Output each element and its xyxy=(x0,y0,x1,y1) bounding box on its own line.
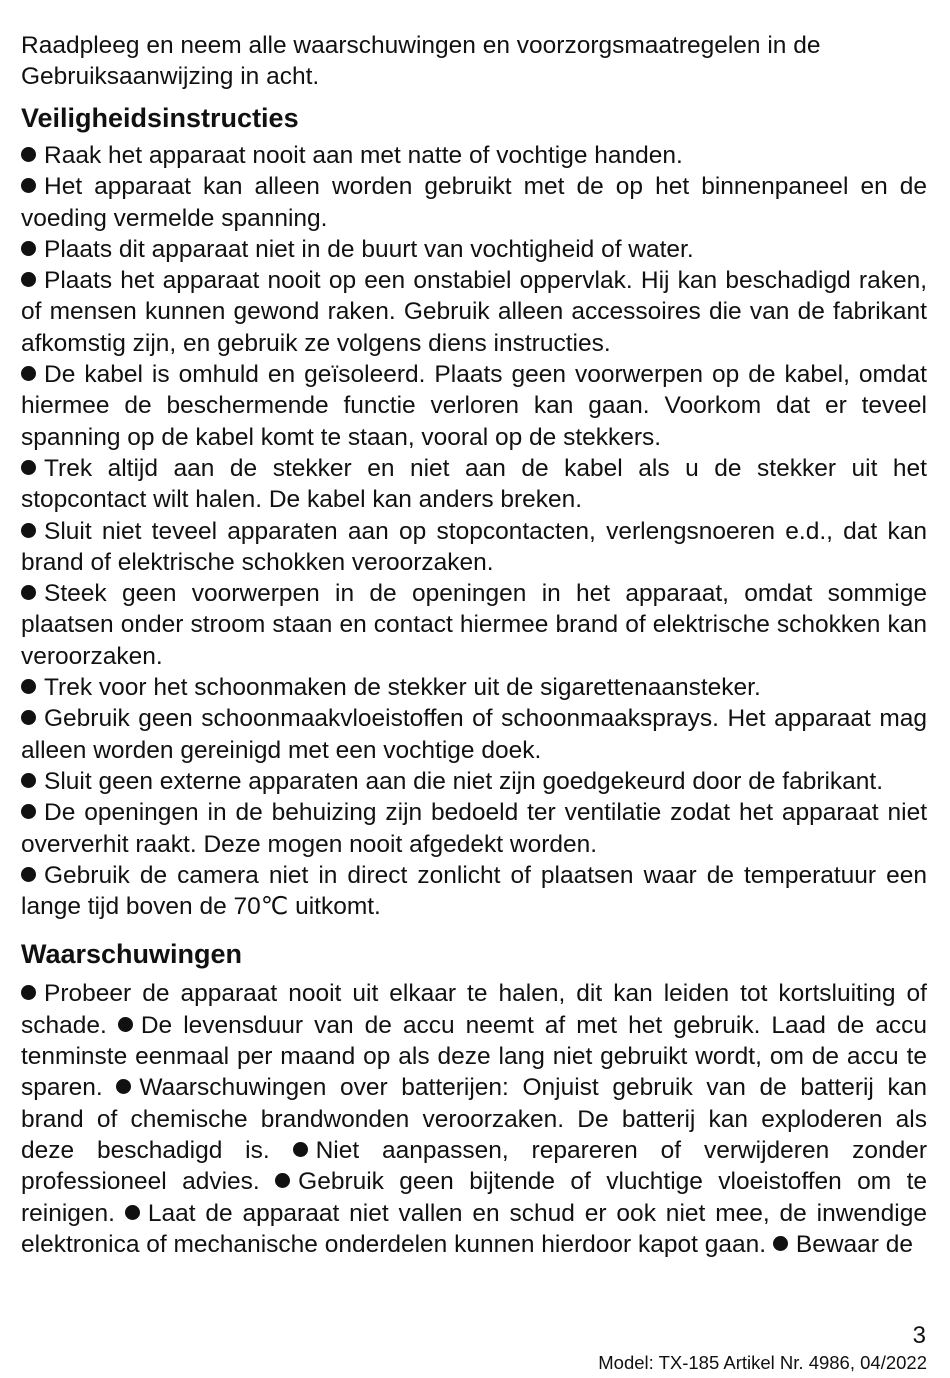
bullet-icon xyxy=(21,679,36,694)
warning-item-text: De levensduur van de accu neemt af met het gebruik. Laad de accu tenminste eenmaal per maand op als deze lang niet gebruikt wordt, om de accu te sparen. xyxy=(21,1011,927,1102)
safety-item xyxy=(21,766,927,797)
safety-item-text: Plaats dit apparaat niet in de buurt van vochtigheid of water. xyxy=(44,235,694,263)
safety-item-text: Trek altijd aan de stekker en niet aan de kabel als u de stekker uit het stopcontact wilt halen. De kabel kan anders breken. xyxy=(21,454,927,514)
bullet-icon xyxy=(21,272,36,287)
bullet-icon xyxy=(21,147,36,162)
safety-item xyxy=(21,171,927,234)
warning-item-text: Probeer de apparaat nooit uit elkaar te halen, dit kan leiden tot kortsluiting of schade. xyxy=(21,980,927,1039)
bullet-icon xyxy=(21,366,36,381)
safety-item-text: Plaats het apparaat nooit op een onstabiel oppervlak. Hij kan beschadigd raken, of mensen kunnen gewond raken. Gebruik alleen accessoires die van de fabrikant afkomstig zijn, en gebruik ze volgens diens instructies. xyxy=(21,267,927,357)
safety-item-text: De kabel is omhuld en geïsoleerd. Plaats geen voorwerpen op de kabel, omdat hiermee de beschermende functie verloren kan gaan. Voorkom dat er teveel spanning op de kabel komt te staan, vooral op de stekkers. xyxy=(21,361,927,451)
intro-text: Raadpleeg en neem alle waarschuwingen en voorzorgsmaatregelen in de Gebruiksaanwijzing in acht. xyxy=(21,32,821,90)
safety-item-text: Gebruik geen schoonmaakvloeistoffen of schoonmaaksprays. Het apparaat mag alleen worden gereinigd met een vochtige doek. xyxy=(21,705,927,764)
warning-item-text: Laat de apparaat niet vallen en schud er ook niet mee, de inwendige elektronica of mechanische onderdelen kunnen hierdoor kapot gaan. xyxy=(21,1199,927,1258)
safety-list xyxy=(21,140,927,922)
safety-item-text: Raak het apparaat nooit aan met natte of vochtige handen. xyxy=(44,142,683,169)
bullet-icon xyxy=(21,460,36,475)
warning-item-text: Niet aanpassen, repareren of verwijderen zonder professioneel advies. xyxy=(21,1136,927,1196)
warnings-paragraph xyxy=(21,978,927,1260)
safety-item xyxy=(21,516,927,579)
bullet-icon xyxy=(116,1079,131,1094)
bullet-icon xyxy=(21,710,36,725)
bullet-icon xyxy=(773,1236,788,1251)
bullet-icon xyxy=(21,178,36,193)
safety-item-text: Sluit geen externe apparaten aan die niet zijn goedgekeurd door de fabrikant. xyxy=(44,767,884,795)
safety-item-text: Sluit niet teveel apparaten aan op stopcontacten, verlengsnoeren e.d., dat kan brand of elektrische schokken veroorzaken. xyxy=(21,517,927,576)
bullet-icon xyxy=(21,773,36,788)
page-number: 3 xyxy=(912,1322,926,1349)
safety-item xyxy=(21,797,927,860)
safety-heading: Veiligheidsinstructies xyxy=(21,103,299,133)
warning-item-text: Gebruik geen bijtende of vluchtige vloeistoffen om te reinigen. xyxy=(21,1168,927,1227)
safety-item-text: Het apparaat kan alleen worden gebruikt met de op het binnenpaneel en de voeding vermelde spanning. xyxy=(21,173,927,232)
model-footer: Model: TX-185 Artikel Nr. 4986, 04/2022 xyxy=(598,1352,927,1373)
bullet-icon xyxy=(21,804,36,819)
safety-item xyxy=(21,359,927,453)
safety-item xyxy=(21,265,927,359)
bullet-icon xyxy=(118,1017,133,1032)
bullet-icon xyxy=(21,985,36,1000)
bullet-icon xyxy=(21,585,36,600)
bullet-icon xyxy=(125,1205,140,1220)
safety-item-text: Trek voor het schoonmaken de stekker uit de sigarettenaansteker. xyxy=(44,674,761,702)
safety-item-text: De openingen in de behuizing zijn bedoeld ter ventilatie zodat het apparaat niet oververhit raakt. Deze mogen nooit afgedekt worden. xyxy=(21,799,927,858)
warning-item-text: Bewaar de xyxy=(795,1230,913,1258)
safety-item xyxy=(21,703,927,766)
safety-item-text: Gebruik de camera niet in direct zonlicht of plaatsen waar de temperatuur een lange tijd boven de 70℃ uitkomt. xyxy=(21,861,927,921)
safety-item-text: Steek geen voorwerpen in de openingen in het apparaat, omdat sommige plaatsen onder stroom staan en contact hiermee brand of elektrische schokken kan veroorzaken. xyxy=(21,580,927,670)
safety-item xyxy=(21,860,927,923)
safety-item xyxy=(21,672,927,703)
safety-item xyxy=(21,140,927,171)
bullet-icon xyxy=(275,1173,290,1188)
safety-item xyxy=(21,234,927,265)
document-page xyxy=(21,30,927,1260)
warning-item-text: Waarschuwingen over batterijen: Onjuist gebruik van de batterij kan brand of chemische brandwonden veroorzaken. De batterij kan exploderen als deze beschadigd is. xyxy=(21,1074,927,1164)
warnings-heading: Waarschuwingen xyxy=(21,939,243,970)
bullet-icon xyxy=(21,241,36,256)
bullet-icon xyxy=(21,523,36,538)
bullet-icon xyxy=(293,1142,308,1157)
safety-item xyxy=(21,578,927,672)
bullet-icon xyxy=(21,867,36,882)
safety-item xyxy=(21,453,927,516)
